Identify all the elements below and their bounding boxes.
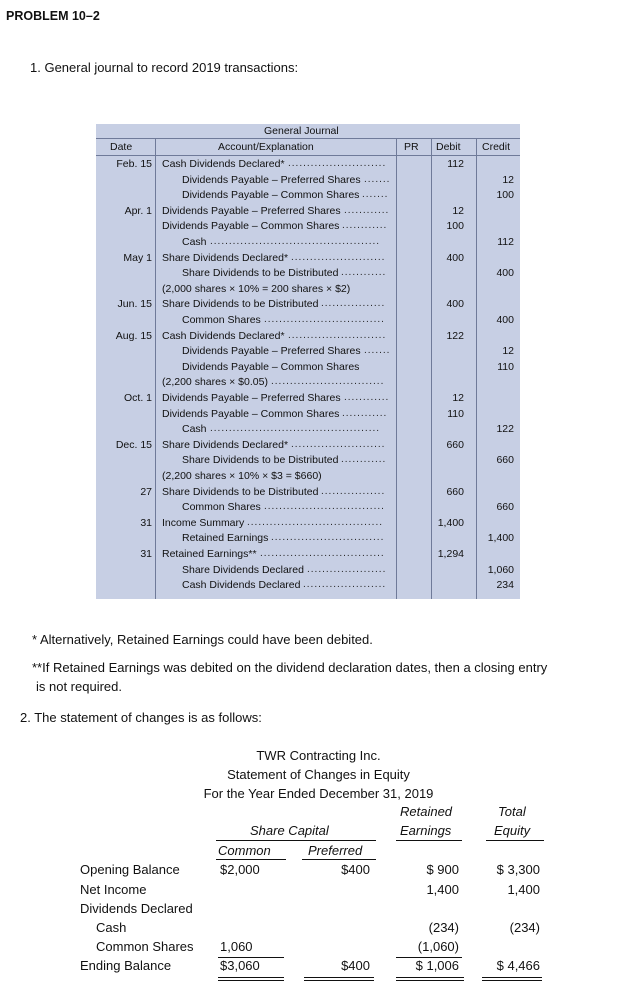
journal-account: Cash Dividends Declared* — [162, 329, 285, 342]
header-total: Total — [498, 804, 526, 819]
journal-date: Oct. 1 — [123, 392, 152, 404]
leader-dots: ............ — [344, 204, 390, 216]
note-alternative: * Alternatively, Retained Earnings could have been debited. — [32, 632, 373, 647]
journal-debit: 1,400 — [437, 516, 464, 529]
journal-date: Dec. 15 — [115, 438, 152, 451]
journal-debit: 12 — [452, 204, 464, 217]
journal-account: Retained Earnings** — [162, 548, 257, 560]
statement-row-label: Cash — [96, 920, 127, 935]
journal-account: (2,000 shares × 10% = 200 shares × $2) — [162, 282, 351, 295]
common-double-rule-1 — [218, 977, 284, 978]
leader-dots: ....... — [362, 189, 389, 201]
journal-title: General Journal — [264, 125, 339, 137]
journal-account: Share Dividends to be Distributed — [162, 298, 319, 311]
leader-dots: .............................. — [271, 376, 385, 388]
header-date: Date — [110, 141, 133, 153]
leader-dots: ................................. — [260, 548, 385, 559]
journal-date: Jun. 15 — [117, 298, 152, 311]
leader-dots: ............ — [344, 392, 390, 403]
retained-double-rule-2 — [396, 980, 464, 981]
header-equity: Equity — [494, 823, 531, 838]
journal-date: 31 — [140, 548, 152, 560]
leader-dots: ............................................. — [210, 236, 381, 247]
journal-date: Apr. 1 — [124, 204, 152, 217]
journal-account: Dividends Payable – Preferred Shares — [182, 173, 361, 186]
leader-dots: .................................... — [247, 516, 384, 528]
statement-retained-value: $ 1,006 — [415, 958, 459, 973]
header-retained: Retained — [400, 804, 453, 819]
journal-date: Aug. 15 — [115, 329, 152, 342]
journal-account: Share Dividends Declared* — [162, 251, 289, 264]
journal-account: (2,200 shares × 10% × $3 = $660) — [162, 470, 322, 482]
statement-preferred-value: $400 — [341, 862, 370, 877]
journal-account: Common Shares — [182, 314, 261, 326]
leader-dots: ....... — [364, 173, 391, 185]
col-divider-debit — [476, 138, 477, 599]
total-double-rule-2 — [482, 980, 542, 981]
statement-total-value: (234) — [509, 920, 540, 935]
journal-account: Retained Earnings — [182, 532, 269, 545]
journal-debit: 100 — [446, 220, 464, 233]
journal-credit: 234 — [496, 579, 514, 592]
header-credit: Credit — [482, 141, 511, 153]
journal-account: Dividends Payable – Common Shares — [182, 360, 360, 373]
note-closing-line1: **If Retained Earnings was debited on the dividend declaration dates, then a closing entry — [32, 660, 548, 675]
company-name: TWR Contracting Inc. — [256, 748, 381, 763]
statement-row-label: Net Income — [80, 882, 147, 897]
journal-debit: 122 — [446, 329, 464, 342]
retained-double-rule-1 — [396, 977, 464, 978]
leader-dots: ...................... — [303, 579, 387, 591]
header-common: Common — [218, 843, 271, 858]
statement-period: For the Year Ended December 31, 2019 — [203, 786, 434, 801]
leader-dots: ............ — [342, 407, 388, 419]
journal-credit: 1,060 — [487, 563, 514, 576]
statement-row-label: Opening Balance — [80, 862, 180, 877]
header-pr: PR — [404, 141, 419, 153]
retained-underline — [396, 840, 462, 841]
leader-dots: ............ — [342, 220, 388, 232]
statement-row-label: Dividends Declared — [80, 901, 193, 916]
leader-dots: ......................... — [291, 438, 386, 450]
leader-dots: .......................... — [288, 158, 387, 169]
header-preferred: Preferred — [308, 843, 363, 858]
preferred-double-rule-1 — [304, 977, 374, 978]
journal-account: Cash — [182, 423, 207, 436]
journal-date: Feb. 15 — [116, 158, 152, 170]
journal-debit: 400 — [446, 298, 464, 311]
statement-total-value: $ 4,466 — [496, 958, 540, 973]
journal-debit: 660 — [446, 485, 464, 498]
journal-account: Dividends Payable – Preferred Shares — [162, 392, 341, 404]
journal-account: Dividends Payable – Preferred Shares — [162, 204, 341, 217]
statement-common-value: 1,060 — [220, 939, 253, 954]
journal-credit: 660 — [496, 454, 514, 467]
header-account: Account/Explanation — [218, 141, 314, 153]
journal-debit: 12 — [452, 392, 464, 404]
journal-date: 31 — [140, 516, 152, 529]
journal-credit: 110 — [497, 360, 514, 373]
journal-account: Common Shares — [182, 501, 261, 514]
journal-account: Share Dividends Declared* — [162, 438, 289, 451]
journal-credit: 1,400 — [487, 532, 514, 545]
statement-preferred-value: $400 — [341, 958, 370, 973]
journal-credit: 400 — [496, 267, 514, 280]
common-subtotal-rule — [218, 957, 284, 958]
leader-dots: ................. — [321, 298, 386, 310]
journal-date: May 1 — [123, 251, 152, 264]
total-double-rule-1 — [482, 977, 542, 978]
journal-account: Share Dividends to be Distributed — [182, 454, 339, 467]
part1-heading: 1. General journal to record 2019 transactions: — [30, 60, 299, 75]
statement-row-label: Common Shares — [96, 939, 194, 954]
statement-total-value: 1,400 — [507, 882, 540, 897]
journal-account: Cash Dividends Declared* — [162, 158, 285, 170]
journal-account: (2,200 shares × $0.05) — [162, 376, 268, 389]
journal-date: 27 — [140, 485, 152, 498]
leader-dots: ............ — [341, 267, 387, 279]
journal-account: Dividends Payable – Preferred Shares — [182, 345, 361, 358]
header-earnings: Earnings — [400, 823, 452, 838]
journal-account: Share Dividends Declared — [182, 563, 304, 576]
statement-common-value: $2,000 — [220, 862, 260, 877]
journal-account: Share Dividends to be Distributed — [182, 267, 339, 280]
journal-credit: 660 — [496, 501, 514, 514]
header-debit: Debit — [436, 141, 461, 153]
journal-debit: 1,294 — [437, 548, 464, 560]
journal-account: Cash — [182, 236, 207, 248]
common-double-rule-2 — [218, 980, 284, 981]
statement-retained-value: $ 900 — [426, 862, 459, 877]
header-share-capital: Share Capital — [250, 823, 329, 838]
leader-dots: ................................ — [264, 501, 385, 513]
statement-row-label: Ending Balance — [80, 958, 172, 973]
statement-retained-value: (234) — [428, 920, 459, 935]
journal-debit: 400 — [446, 251, 464, 264]
retained-subtotal-rule — [396, 957, 462, 958]
journal-debit: 110 — [447, 407, 464, 420]
journal-credit: 112 — [497, 236, 514, 248]
leader-dots: ............ — [341, 454, 387, 466]
journal-credit: 400 — [496, 314, 514, 326]
journal-account: Dividends Payable – Common Shares — [162, 220, 340, 233]
col-divider-account — [396, 138, 397, 599]
journal-debit: 660 — [446, 438, 464, 451]
share-capital-underline — [216, 840, 376, 841]
leader-dots: ....... — [364, 345, 391, 357]
col-divider-date — [155, 138, 156, 599]
leader-dots: ............................................. — [210, 423, 381, 435]
journal-credit: 122 — [496, 423, 514, 436]
leader-dots: ..................... — [307, 563, 387, 575]
preferred-underline — [302, 859, 376, 860]
journal-account: Share Dividends to be Distributed — [162, 485, 319, 498]
statement-retained-value: (1,060) — [417, 939, 459, 954]
leader-dots: .......................... — [288, 329, 387, 341]
leader-dots: ................. — [321, 485, 386, 497]
journal-account: Dividends Payable – Common Shares — [162, 407, 340, 420]
preferred-double-rule-2 — [304, 980, 374, 981]
note-closing-line2: is not required. — [36, 679, 122, 694]
journal-account: Income Summary — [162, 516, 245, 529]
journal-debit: 112 — [447, 158, 464, 170]
leader-dots: ......................... — [291, 251, 386, 263]
equity-underline — [486, 840, 544, 841]
statement-retained-value: 1,400 — [426, 882, 459, 897]
statement-total-value: $ 3,300 — [496, 862, 540, 877]
leader-dots: .............................. — [271, 532, 385, 544]
leader-dots: ................................ — [264, 314, 385, 325]
col-divider-pr — [431, 138, 432, 599]
common-underline — [216, 859, 286, 860]
journal-credit: 12 — [502, 173, 514, 186]
problem-heading: PROBLEM 10–2 — [6, 9, 100, 23]
journal-account: Cash Dividends Declared — [182, 579, 301, 592]
journal-credit: 12 — [502, 345, 514, 358]
statement-title: Statement of Changes in Equity — [227, 767, 410, 782]
part2-heading: 2. The statement of changes is as follows: — [20, 710, 262, 725]
statement-common-value: $3,060 — [220, 958, 260, 973]
journal-account: Dividends Payable – Common Shares — [182, 189, 360, 202]
journal-credit: 100 — [496, 189, 514, 202]
